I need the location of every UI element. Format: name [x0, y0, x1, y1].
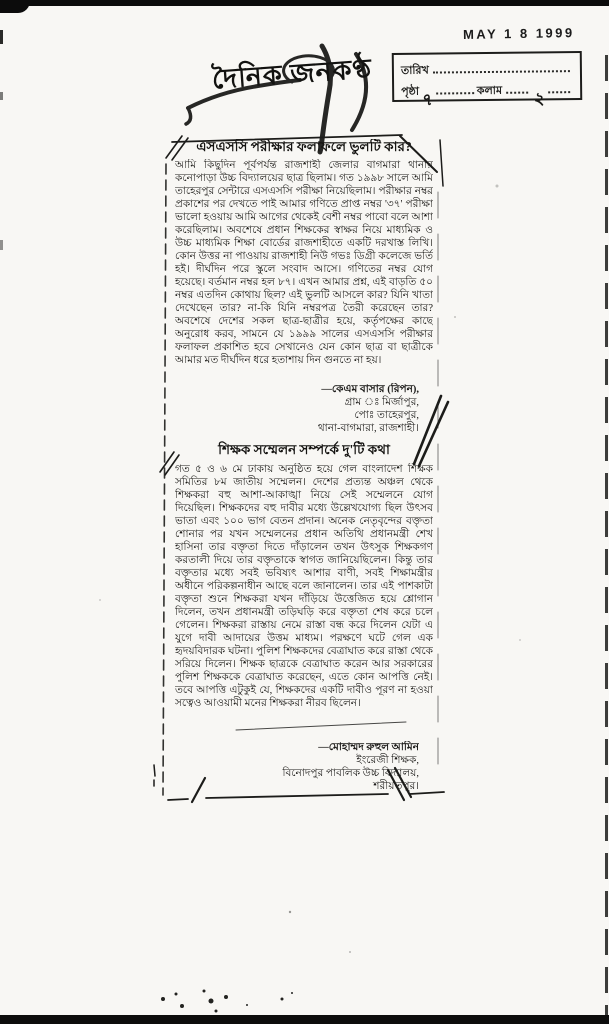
stamp-box [392, 51, 583, 111]
signature-line: গ্রাম ঃ মির্জাপুর, [344, 397, 419, 408]
signature-name: —কেএম বাসার (রিপন), [321, 384, 419, 395]
stamp-date-dotline [433, 70, 570, 73]
article-1-signature [175, 383, 419, 439]
stamp-page-label: পৃষ্ঠা [401, 85, 420, 98]
date-stamp: MAY 1 8 1999 [462, 25, 575, 42]
scan-edge-top-left-corner [0, 0, 30, 13]
stamp-date-row [401, 56, 573, 77]
signature-line: থানা-বাগমারা, রাজশাহী। [317, 423, 419, 434]
stamp-date-label: তারিখ [400, 64, 429, 77]
signature-line: পোঃ তাহেরপুর, [354, 410, 419, 421]
article-2-body: গত ৫ ও ৬ মে ঢাকায় অনুষ্ঠিত হয়ে গেল বাংলাদেশ শিক্ষক সমিতির ৮ম জাতীয় সম্মেলন। দেশের প্রত্যন্ত অঞ্চল থেকে শিক্ষকরা বহু আশা-আকাঙ্খা নিয়ে সেই সম্মেলনে যোগ দিয়েছিল। শিক্ষকদের বহু দাবীর মধ্যে উল্লেখযোগ্য ছিল উৎসব ভাতা এবং ১০০ ভাগ বেতন প্রদান। অনেক নেতৃবৃন্দের বক্তৃতা শোনার পর যখন সম্মেলনের প্রধান অতিথি প্রধানমন্ত্রী শেখ হাসিনা তার বক্তৃতা দিতে দাঁড়ালেন তখন উৎসুক শিক্ষকগণ করতালী দিয়ে তার বক্তৃতাকে স্বাগত জানিয়েছিলেন। কিন্তু তার বক্তৃতার মধ্যে সবই ভবিষ্যৎ আশার বাণী, সবই শিক্ষামন্ত্রীর অধীনে পরিকল্পনাধীন আছে বলে জানালেন। তার এই পাশকাটা বক্তৃতা শুনে শিক্ষকরা যখন দাঁড়িয়ে উত্তেজিত হয়ে শ্লোগান দিলেন, তখন প্রধানমন্ত্রী তড়িঘড়ি করে বক্তৃতা শেষ করে চলে গেলেন। শিক্ষকরা রাস্তায় নেমে রাস্তা বন্ধ করে দিলেন যেটা এ যুগে দাবী আদায়ের উত্তম মাধ্যম। পরক্ষণে ঘটে গেল এক হৃদয়বিদারক ঘটনা। পুলিশ শিক্ষকদের বেত্রাঘাত করে রাস্তা থেকে সরিয়ে দিলেন। শিক্ষক ছাত্রকে বেত্রাঘাত করেন আর সরকারের পুলিশ শিক্ষককে বেত্রাঘাত করেছেন, এতে কোন আপত্তি নেই। তবে আপত্তি এটুকুই যে, শিক্ষকদের একটি দাবীও পূরণ না হওয়া সত্বেও আওয়ামী মনের শিক্ষকরা নীরব ছিলেন। [175, 464, 433, 709]
article-2-signature [175, 741, 419, 797]
stamp-page-value: ৭ [418, 89, 434, 111]
scan-edge-bottom [0, 1015, 609, 1024]
article-clipping [162, 132, 444, 802]
stamp-column-dotline-end [548, 91, 570, 93]
stamp-column-label: কলাম [476, 84, 503, 98]
stamp-column-dotline [506, 92, 528, 94]
scan-edge-top [0, 0, 609, 6]
article-1-headline: এসএসসি পরীক্ষার ফলাফলে ভুলটি কার? [196, 139, 412, 154]
article-2-headline: শিক্ষক সম্মেলন সম্পর্কে দু'টি কথা [218, 442, 390, 457]
signature-line: বিনোদপুর পাবলিক উচ্চ বিদ্যালয়, [282, 768, 419, 779]
stamp-column-value: ২ [531, 88, 546, 110]
signature-name: —মোহাম্মদ রুহুল আমিন [318, 742, 419, 753]
scan-edge-left-tick [0, 240, 3, 250]
stamp-page-dotline [436, 92, 474, 94]
newspaper-masthead: দৈনিক জনকণ্ঠ [210, 53, 374, 95]
scan-edge-left-tick [0, 92, 3, 100]
signature-line: ইংরেজী শিক্ষক, [356, 755, 419, 766]
signature-line: শরীয়তপুর। [373, 781, 419, 792]
scan-edge-left-tick [0, 30, 3, 44]
scan-edge-right [605, 55, 608, 1015]
article-1-body: আমি কিছুদিন পূর্বপর্যন্ত রাজশাহী জেলার বাগমারা থানার কনোপাড়া উচ্চ বিদ্যালয়ের ছাত্র ছিলাম। গত ১৯৯৮ সালে আমি তাহেরপুর সেন্টারে এসএসসি পরীক্ষা নিয়েছিলাম। পরীক্ষার নম্বর প্রকাশের পর দেখতে পাই আমার গণিতে প্রাপ্ত নম্বর '৩৭' পরীক্ষা ভালো হওয়ায় আমি আগের থেকেই বেশী নম্বর পাবো বলে আশা করেছিলাম। অবশেষে প্রধান শিক্ষকের স্বাক্ষর নিয়ে মাধ্যমিক ও উচ্চ মাধ্যমিক শিক্ষা বোর্ডের রাজশাহীতে একটি দরখাস্ত লিখি। কোন উত্তর না পাওয়ায় রাজশাহী নিউ গভঃ ডিগ্রী কলেজে ভর্তি হই। দীর্ঘদিন পরে স্কুলে সংবাদ আসে। গণিতের নম্বর যোগ হয়েছে। বর্তমান নম্বর হল ৮৭। এখন আমার প্রশ্ন, এই বাড়তি ৫০ নম্বর এতদিন কোথায় ছিল? এই ভুলটি আসলে কার? যিনি খাতা দেখেছেন তার? না-কি যিনি নম্বরপত্র তৈরী করেছেন তার? অবশেষে দেশের সকল ছাত্র-ছাত্রীর হয়ে, কর্তৃপক্ষের কাছে অনুরোধ করব, সামনে যে ১৯৯৯ সালের এসএসসি পরীক্ষার ফলাফল প্রকাশিত হবে সেখানেও যেন কোন ছাত্র বা ছাত্রীকে আমার মত দীর্ঘদিন ধরে হতাশায় দিন গুনতে না হয়। [175, 160, 433, 366]
stamp-page-row [401, 77, 573, 111]
